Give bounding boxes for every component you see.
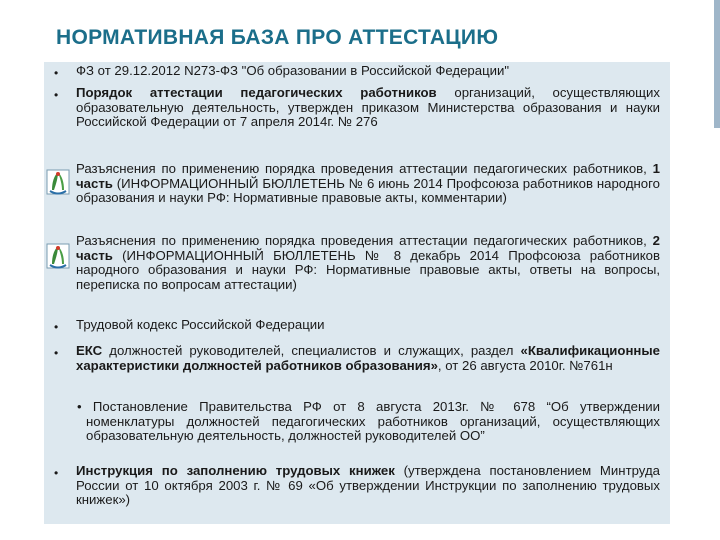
content-panel xyxy=(44,62,670,524)
item-text: (ИНФОРМАЦИОННЫЙ БЮЛЛЕТЕНЬ № 6 июнь 2014 Профсоюза работников народного образования и науки РФ: Нормативные правовые акты, комментарии) xyxy=(76,175,660,206)
bullet-marker: • xyxy=(54,466,59,480)
list-item xyxy=(77,399,660,444)
list-item xyxy=(76,344,660,373)
bullet-marker: • xyxy=(54,88,59,102)
item-bold: Порядок аттестации педагогических работников xyxy=(76,85,437,100)
item-text: (ИНФОРМАЦИОННЫЙ БЮЛЛЕТЕНЬ № 8 декабрь 2014 Профсоюза работников народного образования и науки РФ: Нормативные правовые акты, ответы на вопросы, переписка по вопросам аттестации) xyxy=(76,247,660,292)
page-title: НОРМАТИВНАЯ БАЗА ПРО АТТЕСТАЦИЮ xyxy=(56,26,499,49)
bullet-marker: • xyxy=(54,346,59,360)
item-bold: Инструкция по заполнению трудовых книжек xyxy=(76,463,395,478)
list-item xyxy=(76,234,660,292)
bullet-marker: • xyxy=(54,320,59,334)
trade-union-emblem-icon xyxy=(44,166,74,198)
list-item xyxy=(76,464,660,508)
item-text: Разъяснения по применению порядка проведения аттестации педагогических работников, xyxy=(76,161,653,176)
bullet-marker: • xyxy=(77,399,82,414)
list-item xyxy=(76,64,660,79)
item-bold: 2 часть xyxy=(76,233,660,263)
item-bold: 1 часть xyxy=(76,161,660,191)
item-text: , от 26 августа 2010г. №761н xyxy=(437,357,613,373)
trade-union-emblem-icon xyxy=(44,240,74,272)
list-item xyxy=(76,318,660,333)
list-item xyxy=(76,162,660,206)
list-item xyxy=(76,86,660,130)
bullet-marker: • xyxy=(54,66,59,80)
item-text: ФЗ от 29.12.2012 N273-ФЗ "Об образовании в Российской Федерации" xyxy=(76,63,510,78)
item-text: Трудовой кодекс Российской Федерации xyxy=(76,317,325,332)
item-text: организаций, осуществляющих образовательную деятельность, утвержден приказом Министерства образования и науки Российской Федерации от 7 апреля 2014г. № 276 xyxy=(76,85,660,130)
item-text: Постановление Правительства РФ от 8 августа 2013г. № 678 “Об утверждении номенклатуры должностей педагогических работников организаций, осуществляющих образовательную деятельность, должностей руководителей ОО” xyxy=(86,399,660,444)
item-text: должностей руководителей, специалистов и служащих, раздел xyxy=(102,343,521,358)
decorative-stripe xyxy=(714,0,720,128)
item-text: Разъяснения по применению порядка проведения аттестации педагогических работников, xyxy=(76,233,653,248)
item-bold: «Квалификационные характеристики должностей работников образования» xyxy=(76,343,660,373)
item-bold: ЕКС xyxy=(76,343,103,358)
item-text: (утверждена постановлением Минтруда России от 10 октября 2003 г. № 69 «Об утверждении Инструкции по заполнению трудовых книжек») xyxy=(76,463,660,508)
